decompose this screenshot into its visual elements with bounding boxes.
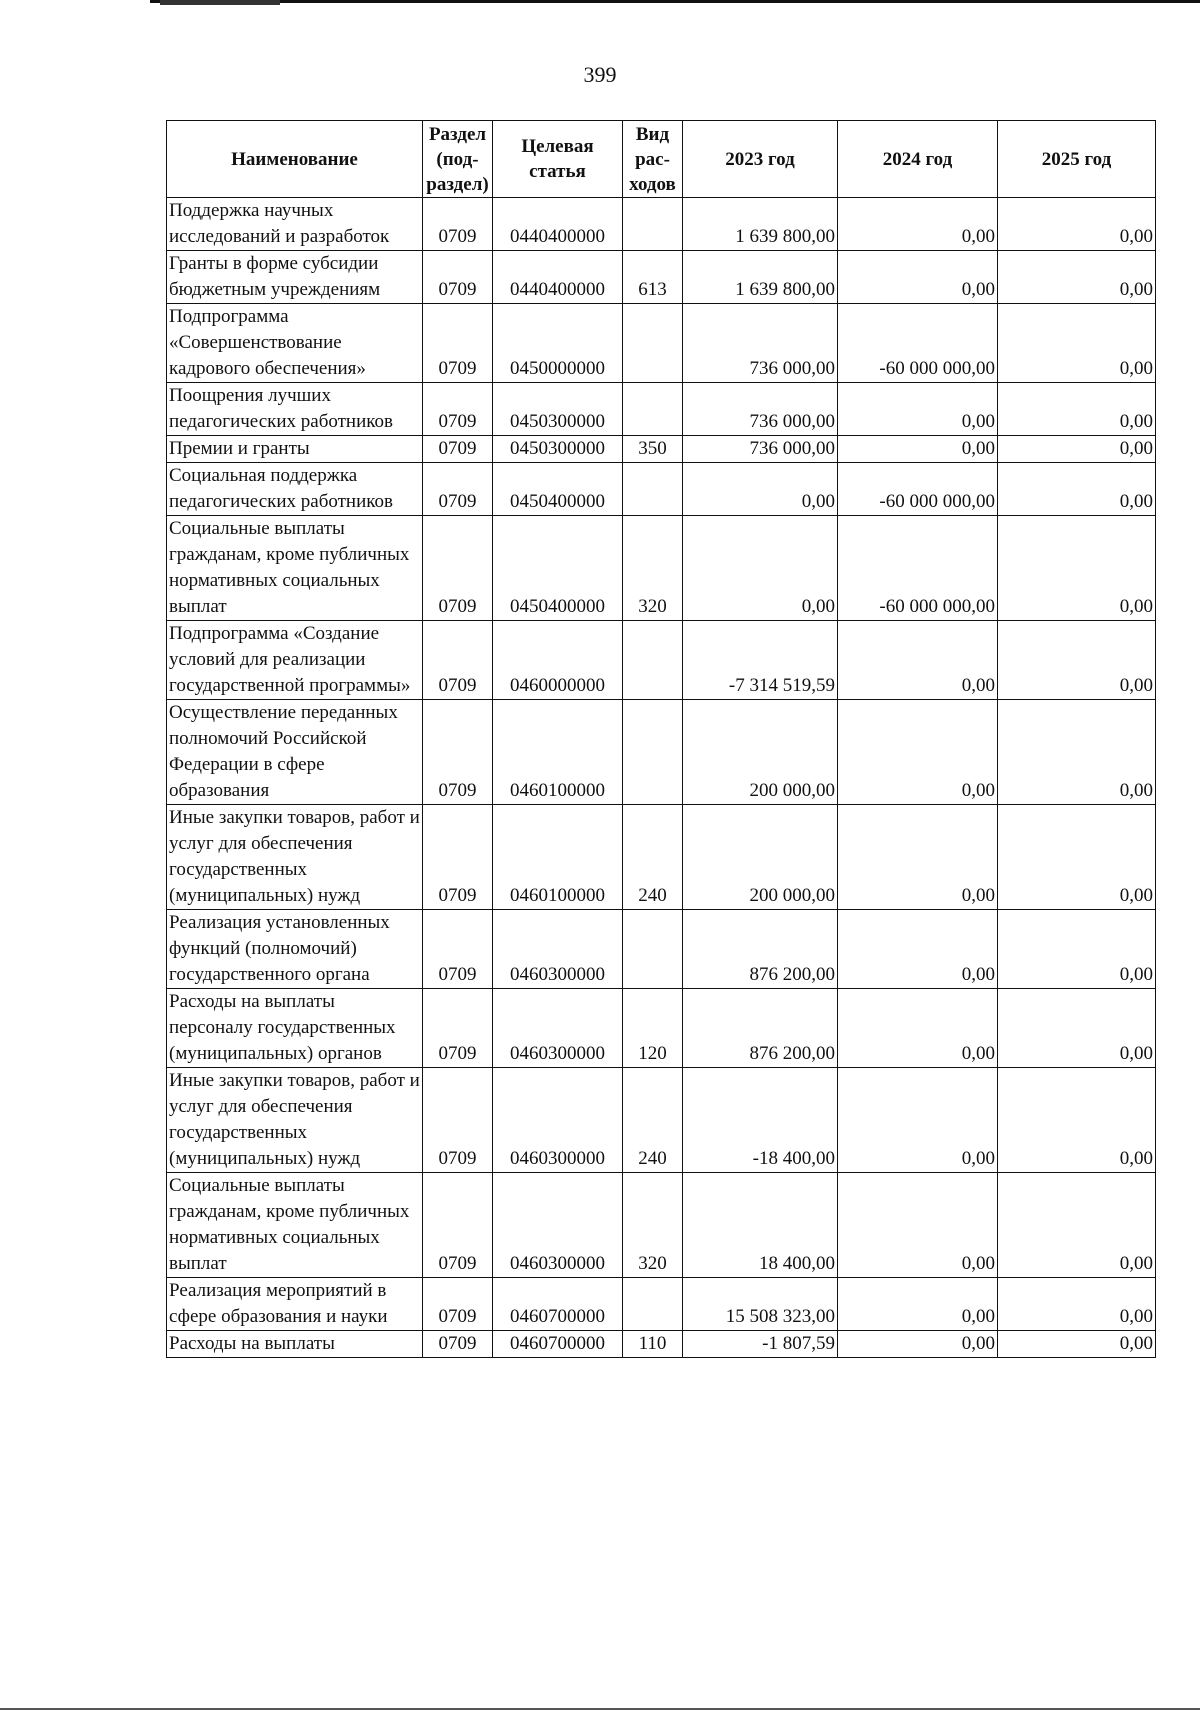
table-row [167,1068,1156,1173]
cell-section: 0709 [423,251,493,304]
cell-section: 0709 [423,463,493,516]
cell-2023: 15 508 323,00 [683,1278,838,1331]
cell-2023: 736 000,00 [683,304,838,383]
cell-section: 0709 [423,805,493,910]
cell-kind: 320 [623,1173,683,1278]
cell-name: Реализация мероприятий в сфере образования и науки [167,1278,423,1331]
cell-kind [623,700,683,805]
cell-target: 0460100000 [493,805,623,910]
cell-2023: 200 000,00 [683,700,838,805]
cell-2023: -1 807,59 [683,1331,838,1358]
cell-2023: 200 000,00 [683,805,838,910]
cell-2025: 0,00 [998,1068,1156,1173]
cell-section: 0709 [423,700,493,805]
cell-target: 0450300000 [493,436,623,463]
cell-section: 0709 [423,1068,493,1173]
table-row [167,383,1156,436]
cell-target: 0460000000 [493,621,623,700]
cell-name: Иные закупки товаров, работ и услуг для обеспечения государственных (муниципальных) нужд [167,805,423,910]
cell-section: 0709 [423,910,493,989]
cell-target: 0450400000 [493,516,623,621]
cell-section: 0709 [423,198,493,251]
cell-2024: 0,00 [838,805,998,910]
cell-2024: -60 000 000,00 [838,463,998,516]
cell-target: 0460100000 [493,700,623,805]
cell-2024: 0,00 [838,383,998,436]
table-row [167,1331,1156,1358]
cell-kind [623,304,683,383]
cell-section: 0709 [423,383,493,436]
cell-kind [623,198,683,251]
cell-2023: 0,00 [683,516,838,621]
cell-2023: -7 314 519,59 [683,621,838,700]
cell-2023: 736 000,00 [683,436,838,463]
table-row [167,463,1156,516]
cell-section: 0709 [423,1173,493,1278]
cell-2024: 0,00 [838,251,998,304]
cell-name: Гранты в форме субсидии бюджетным учреждениям [167,251,423,304]
cell-kind [623,463,683,516]
page-number: 399 [583,62,617,87]
cell-2024: 0,00 [838,1068,998,1173]
cell-2024: 0,00 [838,910,998,989]
table-row [167,910,1156,989]
cell-target: 0450300000 [493,383,623,436]
header-2023: 2023 год [683,121,838,198]
cell-target: 0440400000 [493,198,623,251]
cell-name: Осуществление переданных полномочий Российской Федерации в сфере образования [167,700,423,805]
cell-name: Поощрения лучших педагогических работников [167,383,423,436]
cell-name: Социальные выплаты гражданам, кроме публичных нормативных социальных выплат [167,516,423,621]
cell-2025: 0,00 [998,1331,1156,1358]
cell-2024: -60 000 000,00 [838,516,998,621]
cell-name: Премии и гранты [167,436,423,463]
cell-2023: 876 200,00 [683,989,838,1068]
cell-2023: 1 639 800,00 [683,198,838,251]
cell-kind [623,910,683,989]
cell-target: 0460300000 [493,1173,623,1278]
cell-2024: 0,00 [838,989,998,1068]
cell-2025: 0,00 [998,805,1156,910]
cell-2024: 0,00 [838,1331,998,1358]
cell-2024: 0,00 [838,621,998,700]
table-body [167,198,1156,1358]
cell-2024: 0,00 [838,700,998,805]
cell-target: 0460700000 [493,1278,623,1331]
top-border-line [150,0,1200,3]
header-target: Целевая статья [493,121,623,198]
header-kind: Вид рас-ходов [623,121,683,198]
cell-section: 0709 [423,621,493,700]
table-row [167,1173,1156,1278]
cell-2024: 0,00 [838,198,998,251]
cell-2025: 0,00 [998,1173,1156,1278]
cell-name: Реализация установленных функций (полномочий) государственного органа [167,910,423,989]
cell-target: 0450000000 [493,304,623,383]
table-row [167,1278,1156,1331]
header-2025: 2025 год [998,121,1156,198]
cell-2025: 0,00 [998,910,1156,989]
table-row [167,251,1156,304]
cell-2025: 0,00 [998,700,1156,805]
cell-2024: 0,00 [838,1173,998,1278]
cell-name: Социальная поддержка педагогических работников [167,463,423,516]
budget-table [166,120,1156,1358]
table-row [167,621,1156,700]
cell-2025: 0,00 [998,989,1156,1068]
cell-kind: 613 [623,251,683,304]
cell-2025: 0,00 [998,251,1156,304]
cell-2025: 0,00 [998,516,1156,621]
cell-target: 0440400000 [493,251,623,304]
cell-section: 0709 [423,1331,493,1358]
table-row [167,989,1156,1068]
table-row [167,198,1156,251]
table-row [167,304,1156,383]
cell-kind: 120 [623,989,683,1068]
cell-kind: 320 [623,516,683,621]
table-row [167,516,1156,621]
cell-section: 0709 [423,436,493,463]
table-row [167,805,1156,910]
cell-2023: 876 200,00 [683,910,838,989]
cell-2023: 1 639 800,00 [683,251,838,304]
cell-2023: 736 000,00 [683,383,838,436]
cell-2025: 0,00 [998,304,1156,383]
cell-kind: 110 [623,1331,683,1358]
cell-kind: 240 [623,1068,683,1173]
cell-name: Подпрограмма «Создание условий для реализации государственной программы» [167,621,423,700]
cell-name: Расходы на выплаты персоналу государственных (муниципальных) органов [167,989,423,1068]
cell-name: Подпрограмма «Совершенствование кадрового обеспечения» [167,304,423,383]
cell-target: 0460700000 [493,1331,623,1358]
cell-2025: 0,00 [998,463,1156,516]
cell-target: 0460300000 [493,989,623,1068]
header-section: Раздел (под-раздел) [423,121,493,198]
cell-2023: -18 400,00 [683,1068,838,1173]
top-scan-mark [160,0,280,5]
cell-2023: 18 400,00 [683,1173,838,1278]
table-row [167,436,1156,463]
cell-section: 0709 [423,516,493,621]
cell-kind: 350 [623,436,683,463]
cell-section: 0709 [423,989,493,1068]
cell-2024: -60 000 000,00 [838,304,998,383]
header-2024: 2024 год [838,121,998,198]
cell-2025: 0,00 [998,198,1156,251]
cell-name: Иные закупки товаров, работ и услуг для обеспечения государственных (муниципальных) нужд [167,1068,423,1173]
cell-section: 0709 [423,1278,493,1331]
cell-target: 0460300000 [493,910,623,989]
cell-kind [623,1278,683,1331]
cell-name: Поддержка научных исследований и разработок [167,198,423,251]
cell-kind [623,621,683,700]
table-header-row [167,121,1156,198]
cell-kind [623,383,683,436]
cell-2024: 0,00 [838,436,998,463]
cell-2025: 0,00 [998,621,1156,700]
cell-target: 0450400000 [493,463,623,516]
cell-name: Расходы на выплаты [167,1331,423,1358]
cell-target: 0460300000 [493,1068,623,1173]
cell-2025: 0,00 [998,383,1156,436]
cell-2025: 0,00 [998,436,1156,463]
cell-kind: 240 [623,805,683,910]
table-row [167,700,1156,805]
cell-2023: 0,00 [683,463,838,516]
cell-2024: 0,00 [838,1278,998,1331]
bottom-scan-line [0,1708,1200,1710]
header-name: Наименование [167,121,423,198]
cell-2025: 0,00 [998,1278,1156,1331]
cell-section: 0709 [423,304,493,383]
cell-name: Социальные выплаты гражданам, кроме публичных нормативных социальных выплат [167,1173,423,1278]
